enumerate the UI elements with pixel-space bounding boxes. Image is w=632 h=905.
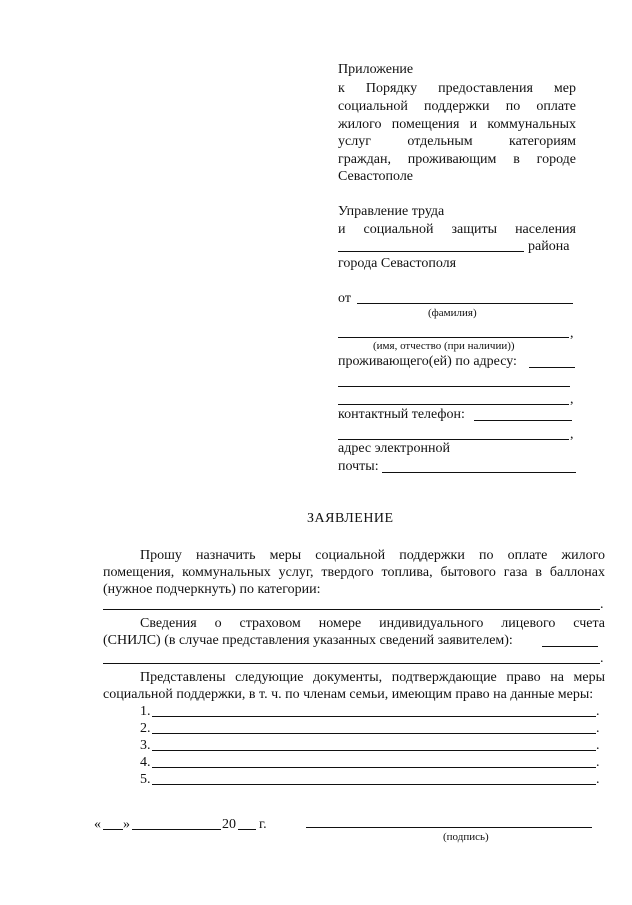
phone-field[interactable]	[474, 420, 572, 421]
category-field[interactable]	[103, 609, 600, 610]
date-day-field[interactable]	[103, 829, 123, 830]
surname-caption: (фамилия)	[428, 307, 477, 319]
address-comma: ,	[570, 392, 574, 407]
address-field-2[interactable]	[338, 386, 570, 387]
doc-item-3-number: 3.	[140, 738, 151, 753]
appendix-line-6: граждан, проживающим в городе	[338, 152, 576, 167]
doc-item-1-period: .	[596, 704, 600, 719]
para1-line-2: помещения, коммунальных услуг, твердого топлива, бытового газа в баллонах	[103, 565, 605, 580]
para1-line-3: (нужное подчеркнуть) по категории:	[103, 582, 321, 597]
doc-item-4-period: .	[596, 755, 600, 770]
doc-item-5-period: .	[596, 772, 600, 787]
from-label: от	[338, 291, 351, 306]
phone-label: контактный телефон:	[338, 407, 465, 422]
email-label-2: почты:	[338, 459, 379, 474]
appendix-line-7: Севастополе	[338, 169, 414, 184]
addressee-line-3-suffix: района	[528, 239, 570, 254]
category-period: .	[600, 597, 604, 612]
phone-comma: ,	[570, 427, 574, 442]
appendix-line-4: жилого помещения и коммунальных	[338, 117, 576, 132]
snils-field-1[interactable]	[542, 646, 598, 647]
appendix-line-1: Приложение	[338, 62, 414, 77]
district-field[interactable]	[338, 251, 524, 252]
doc-item-2-period: .	[596, 721, 600, 736]
date-year-prefix: 20	[222, 817, 236, 832]
para2-line-1: Сведения о страховом номере индивидуального лицевого счета	[140, 616, 605, 631]
doc-item-3-period: .	[596, 738, 600, 753]
doc-item-5-number: 5.	[140, 772, 151, 787]
date-quote-close: »	[123, 817, 130, 832]
addressee-line-1: Управление труда	[338, 204, 445, 219]
name-comma: ,	[570, 326, 574, 341]
name-caption: (имя, отчество (при наличии))	[373, 340, 515, 352]
email-field[interactable]	[382, 472, 576, 473]
addressee-line-2: и социальной защиты населения	[338, 222, 576, 237]
surname-field[interactable]	[357, 303, 573, 304]
doc-item-2-number: 2.	[140, 721, 151, 736]
address-field-1[interactable]	[529, 367, 575, 368]
date-year-field[interactable]	[238, 829, 256, 830]
email-label-1: адрес электронной	[338, 441, 450, 456]
name-field[interactable]	[338, 337, 569, 338]
para3-line-1: Представлены следующие документы, подтверждающие право на меры	[140, 670, 605, 685]
para3-line-2: социальной поддержки, в т. ч. по членам семьи, имеющим право на данные меры:	[103, 687, 594, 702]
residing-label: проживающего(ей) по адресу:	[338, 354, 517, 369]
doc-item-1-number: 1.	[140, 704, 151, 719]
snils-field-2[interactable]	[103, 663, 600, 664]
doc-item-2-field[interactable]	[152, 733, 596, 734]
doc-item-4-number: 4.	[140, 755, 151, 770]
date-month-field[interactable]	[132, 829, 221, 830]
signature-caption: (подпись)	[443, 831, 489, 843]
doc-item-4-field[interactable]	[152, 767, 596, 768]
appendix-line-3: социальной поддержки по оплате	[338, 99, 576, 114]
doc-item-1-field[interactable]	[152, 716, 596, 717]
appendix-line-5: услуг отдельным категориям	[338, 134, 576, 149]
date-year-suffix: г.	[259, 817, 267, 832]
date-quote-open: «	[94, 817, 101, 832]
para1-line-1: Прошу назначить меры социальной поддержки по оплате жилого	[140, 548, 605, 563]
address-field-3[interactable]	[338, 404, 569, 405]
doc-item-5-field[interactable]	[152, 784, 596, 785]
addressee-line-4: города Севастополя	[338, 256, 457, 271]
para2-line-2: (СНИЛС) (в случае представления указанных сведений заявителем):	[103, 633, 513, 648]
signature-field[interactable]	[306, 827, 592, 828]
doc-item-3-field[interactable]	[152, 750, 596, 751]
statement-title: ЗАЯВЛЕНИЕ	[307, 511, 394, 526]
appendix-line-2: к Порядку предоставления мер	[338, 81, 576, 96]
snils-period: .	[600, 651, 604, 666]
